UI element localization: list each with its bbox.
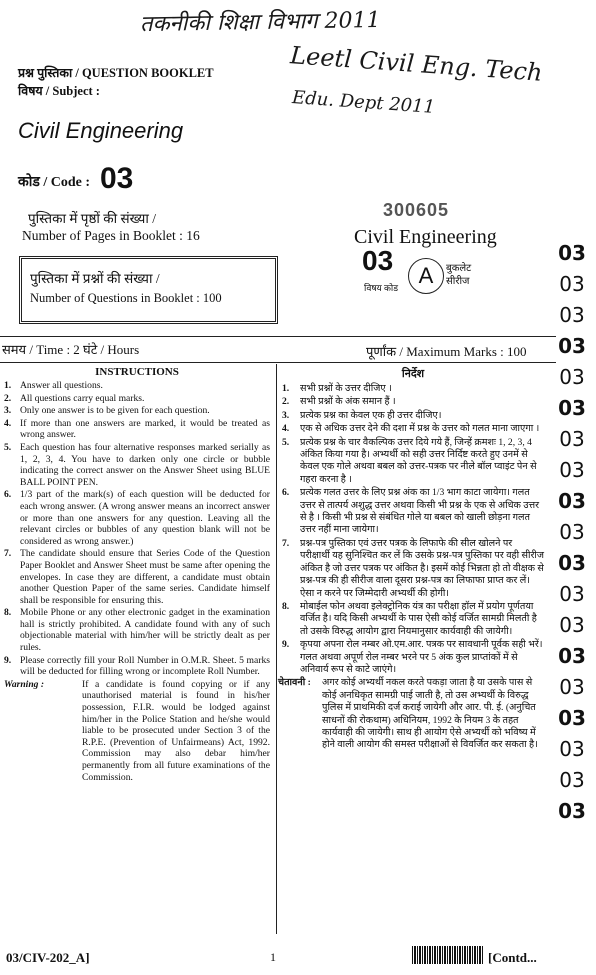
instruction-number: 6. (4, 489, 12, 501)
series-code: 03 (559, 520, 585, 544)
instruction-item (282, 538, 544, 600)
series-code: 03 (559, 458, 585, 482)
instruction-text: All questions carry equal marks. (20, 392, 145, 404)
stamp-subject-code-label: विषय कोड (364, 283, 399, 293)
instruction-item (282, 396, 544, 408)
questions-count-box (19, 256, 278, 324)
page-number: 1 (270, 950, 276, 964)
instruction-text: If more than one answers are marked, it would be treated as wrong answer. (20, 417, 270, 441)
instructions-english (4, 366, 270, 783)
instruction-item (4, 489, 270, 547)
series-code: 03 (558, 706, 586, 730)
instruction-item (282, 437, 544, 487)
stamp-subject: Civil Engineering (354, 226, 497, 248)
series-code: 03 (558, 241, 586, 265)
instruction-text: 1/3 part of the mark(s) of each question will be deducted for each wrong answer. (A wrong answer means an incorrect answer or more than one answers for any question. Leaving all the relevant circles or bubbles of any question blank will not be considered as wrong answer.) (20, 489, 270, 547)
series-code: 03 (558, 644, 586, 668)
series-code: 03 (559, 768, 585, 792)
pages-label-hi: पुस्तिका में पृष्ठों की संख्या / (28, 211, 157, 226)
instructions-heading-hi: निर्देश (401, 368, 425, 380)
contd-label: [Contd... (488, 950, 537, 965)
instruction-text: Each question has four alternative responses marked serially as 1, 2, 3, 4. You have to darken only one circle or bubble indicating the correct answer on the Answer Sheet using BLUE BALL POINT PEN. (20, 441, 270, 488)
instruction-text: प्रत्येक प्रश्न का केवल एक ही उत्तर दीजिए। (300, 409, 442, 421)
instruction-item (4, 418, 270, 441)
instruction-text: कृपया अपना रोल नम्बर ओ.एम.आर. पत्रक पर सावधानी पूर्वक सही भरें। गलत अथवा अपूर्ण रोल नम्बर भरने पर 5 अंक कुल प्राप्तांकों में से अनिवार्य रूप से काटे जाएंगे। (300, 639, 543, 675)
series-code: 03 (558, 799, 586, 823)
instruction-item (282, 423, 544, 435)
instruction-text: मोबाईल फोन अथवा इलेक्ट्रोनिक यंत्र का परीक्षा हॉल में प्रयोग पूर्णतया वर्जित है। यदि किसी अभ्यर्थी के पास ऐसी कोई वर्जित सामग्री मिलती है तो उसके विरुद्ध आयोग द्वारा नियमानुसार कार्यवाही की जायेगी। (300, 600, 537, 637)
series-label: बुकलेट सीरीज (446, 263, 472, 287)
instruction-text: प्रत्येक गलत उत्तर के लिए प्रश्न अंक का 1/3 भाग काटा जायेगा। गलत उत्तर से तात्पर्य अशुद्ध उत्तर अथवा किसी भी प्रश्न के एक से अधिक उत्तर से है । किसी भी प्रश्न से संबंधित गोले या बबल को खाली छोड़ना गलत उत्तर नहीं माना जायेगा। (300, 487, 540, 536)
instruction-number: 3. (4, 405, 12, 417)
instruction-number: 7. (282, 537, 290, 549)
instruction-number: 7. (4, 548, 12, 560)
warning-block-hi (278, 677, 544, 751)
instruction-number: 1. (4, 380, 12, 391)
instructions-list-hi (282, 383, 544, 676)
booklet-label: प्रश्न पुस्तिका / QUESTION BOOKLET (18, 66, 214, 80)
instruction-number: 8. (4, 607, 12, 619)
series-code: 03 (559, 427, 585, 451)
stamp-code: 03 (362, 245, 394, 276)
instruction-number: 6. (282, 487, 290, 499)
series-code: 03 (559, 582, 585, 606)
warning-text-hi: अगर कोई अभ्यर्थी नकल करते पकड़ा जाता है या उसके पास से कोई अनधिकृत सामग्री पाई जाती है, तो उस अभ्यर्थी के विरुद्ध पुलिस में प्राथमिकी दर्ज कराई जायेगी और आर. पी. ई. (अनुचित साधनों की रोकथाम) अधिनियम, 1992 के नियम 3 के तहत कार्यवाही की जायेगी। साथ ही आयोग ऐसे अभ्यर्थी को भविष्य में होने वाली आयोग की समस्त परीक्षाओं से विवर्जित कर सकता है। (322, 677, 538, 751)
instruction-number: 4. (4, 417, 12, 429)
divider (0, 362, 556, 363)
series-code: 03 (558, 396, 586, 420)
instruction-text: The candidate should ensure that Series Code of the Question Paper Booklet and Answer Sheet must be same after opening the envelopes. In case they are different, a candidate must obtain another Question Paper of the same series. Candidate himself shall be responsible for ensuring this. (20, 548, 270, 606)
divider (0, 336, 556, 337)
series-code: 03 (559, 737, 585, 761)
instruction-text: प्रश्न-पत्र पुस्तिका एवं उत्तर पत्रक के लिफाफे की सील खोलने पर परीक्षार्थी यह सुनिश्चित कर लें कि उसके प्रश्न-पत्र पुस्तिका पर वही सीरीज अंकित है जो उत्तर पत्रक पर अंकित है। इसमें कोई भिन्नता हो तो वीक्षक से प्रश्न-पत्र की ही सीरीज वाला दूसरा प्रश्न-पत्र का लिफाफा प्राप्त कर लें। ऐसा न करने पर जिम्मेदारी अभ्यर्थी की होगी। (300, 537, 545, 599)
code-label: कोड / Code : (18, 175, 91, 190)
series-code: 03 (559, 675, 585, 699)
instruction-item (282, 639, 544, 676)
instruction-number: 9. (4, 654, 12, 666)
instruction-number: 3. (282, 409, 290, 421)
instructions-heading: INSTRUCTIONS (95, 366, 179, 378)
instruction-text: एक से अधिक उत्तर देने की दशा में प्रश्न के उत्तर को गलत माना जाएगा । (300, 423, 540, 435)
instruction-item (282, 410, 544, 422)
instruction-item (282, 601, 544, 638)
instruction-item (282, 383, 544, 395)
instruction-text: Mobile Phone or any other electronic gadget in the examination hall is strictly prohibited. A candidate found with any of such objectionable material with him/her will be strictly dealt as per rules. (20, 607, 270, 654)
instruction-item (4, 393, 270, 405)
instruction-number: 2. (282, 396, 290, 408)
warning-label: Warning : (4, 678, 45, 690)
series-code: 03 (559, 613, 585, 637)
instruction-item (4, 548, 270, 606)
questions-label-hi: पुस्तिका में प्रश्नों की संख्या / (30, 271, 160, 286)
warning-label-hi: चेतावनी : (278, 677, 311, 689)
column-divider (276, 364, 277, 934)
series-code: 03 (559, 303, 585, 327)
instruction-item (4, 442, 270, 488)
pages-label-en: Number of Pages in Booklet : 16 (22, 228, 200, 243)
series-code: 03 (558, 489, 586, 513)
handwritten-note-1: Leetl Civil Eng. Tech (289, 41, 544, 87)
instruction-item (282, 487, 544, 537)
instruction-number: 4. (282, 423, 290, 435)
warning-block (4, 679, 270, 783)
instruction-number: 8. (282, 600, 290, 612)
instruction-item (4, 380, 270, 392)
max-marks-label: पूर्णांक / Maximum Marks : 100 (366, 344, 527, 359)
series-circle: A (408, 258, 444, 294)
series-code-column (548, 238, 596, 827)
instruction-item (4, 607, 270, 653)
series-code: 03 (558, 551, 586, 575)
instruction-text: Please correctly fill your Roll Number in O.M.R. Sheet. 5 marks will be deducted for filling wrong or incomplete Roll Number. (20, 654, 270, 678)
series-code: 03 (559, 272, 585, 296)
time-label: समय / Time : 2 घंटे / Hours (2, 342, 140, 357)
footer-code: 03/CIV-202_A] (6, 950, 90, 965)
instructions-list (4, 380, 270, 678)
handwritten-note-2: Edu. Dept 2011 (291, 87, 436, 118)
instruction-text: Only one answer is to be given for each question. (20, 405, 210, 417)
subject-value: Civil Engineering (18, 118, 184, 143)
instruction-number: 5. (4, 441, 12, 453)
instruction-item (4, 655, 270, 678)
instructions-hindi (278, 366, 545, 752)
instruction-text: सभी प्रश्नों के अंक समान हैं । (300, 396, 396, 408)
questions-label-en: Number of Questions in Booklet : 100 (30, 291, 222, 305)
subject-label: विषय / Subject : (18, 84, 100, 98)
series-code: 03 (559, 365, 585, 389)
warning-text: If a candidate is found copying or if any unauthorised material is found in his/her possession, F.I.R. would be lodged against him/her in the Police Station and he/she would liable to be prosecuted under Section 3 of the R.P.E. (Prevention of Unfairmeans) Act, 1992. Commission may also debar him/her permanently from all future examinations of the Commission. (82, 678, 270, 783)
instruction-text: सभी प्रश्नों के उत्तर दीजिए । (300, 383, 392, 394)
instruction-number: 5. (282, 436, 290, 448)
instruction-item (4, 405, 270, 417)
instruction-number: 1. (282, 383, 290, 394)
barcode (412, 946, 484, 964)
serial-number: 300605 (383, 200, 450, 220)
instruction-text: प्रत्येक प्रश्न के चार वैकल्पिक उत्तर दिये गये हैं, जिन्हें क्रमशः 1, 2, 3, 4 अंकित किया गया है। अभ्यर्थी को सही उत्तर निर्दिष्ट करते हुए उनमें से केवल एक गोले अथवा बबल को उत्तर-पत्रक पर नीले बॉल प्वाइंट पेन से गहरा करना है । (300, 436, 537, 485)
code-value: 03 (100, 162, 134, 195)
instruction-number: 2. (4, 392, 12, 404)
instruction-number: 9. (282, 639, 290, 651)
instruction-text: Answer all questions. (20, 380, 103, 391)
series-code: 03 (558, 334, 586, 358)
handwritten-header: तकनीकी शिक्षा विभाग 2011 (139, 7, 381, 38)
